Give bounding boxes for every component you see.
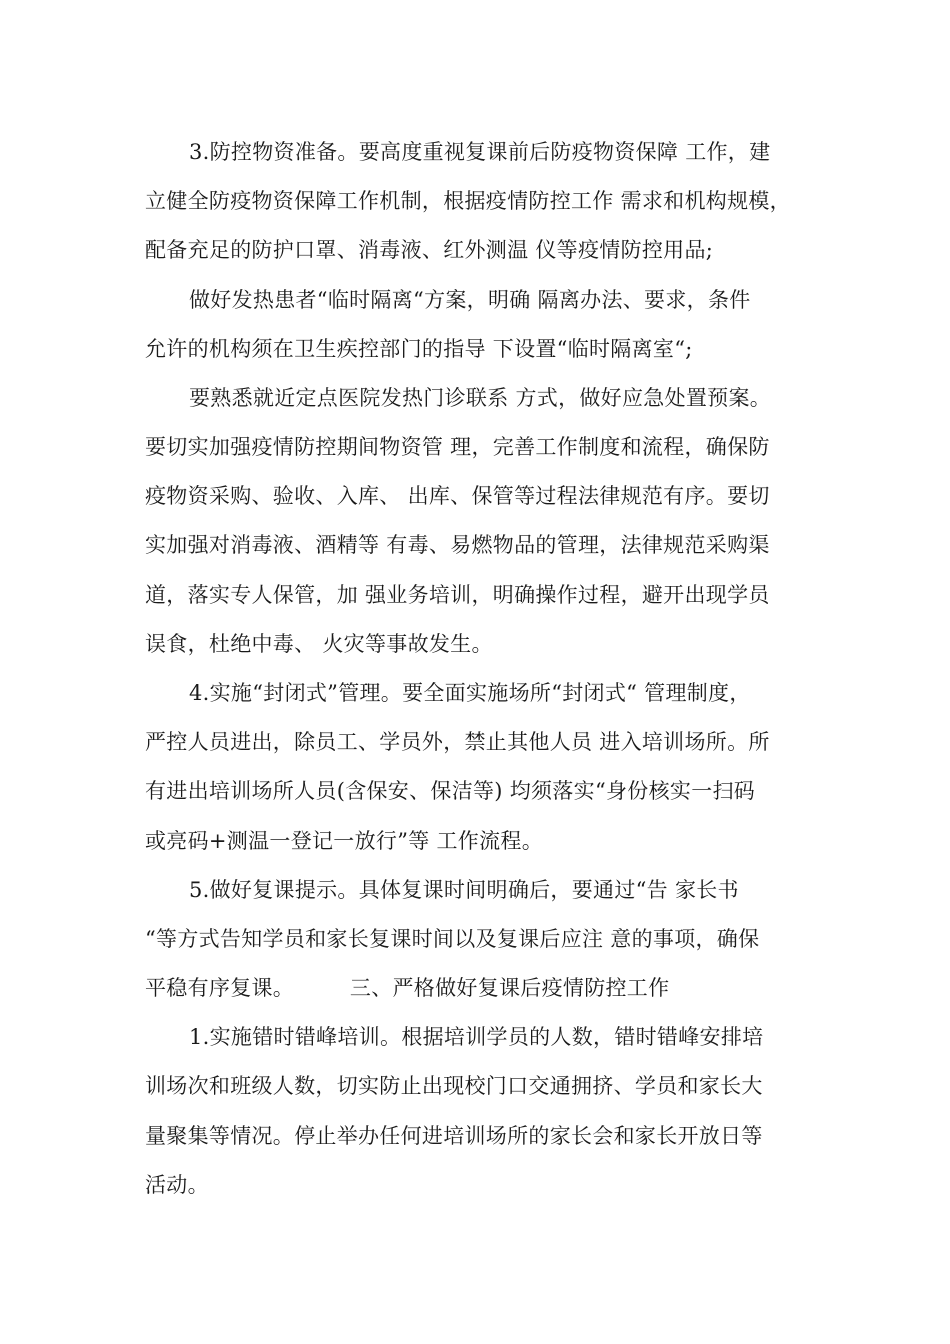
text-line: 配备充足的防护口罩、消毒液、红外测温 仪等疫情防控用品; [145, 238, 714, 262]
text-line: “等方式告知学员和家长复课时间以及复课后应注 意的事项，确保 [145, 927, 760, 951]
text-line: 道，落实专人保管，加 强业务培训，明确操作过程，避开出现学员 [145, 583, 770, 607]
text-line: 立健全防疫物资保障工作机制，根据疫情防控工作 需求和机构规模， [145, 189, 791, 213]
text-line: 4.实施“封闭式”管理。要全面实施场所“封闭式“ 管理制度， [189, 681, 751, 705]
text-line: 活动。 [145, 1173, 209, 1197]
text-line: 1.实施错时错峰培训。根据培训学员的人数，错时错峰安排培 [189, 1025, 764, 1049]
text-line: 疫物资采购、验收、入库、 出库、保管等过程法律规范有序。要切 [145, 484, 770, 508]
text-line: 允许的机构须在卫生疾控部门的指导 下设置“临时隔离室“; [145, 337, 693, 361]
text-line: 平稳有序复课。 三、严格做好复课后疫情防控工作 [145, 976, 670, 1000]
text-line: 严控人员进出，除员工、学员外，禁止其他人员 进入培训场所。所 [145, 730, 770, 754]
text-line: 量聚集等情况。停止举办任何进培训场所的家长会和家长开放日等 [145, 1124, 763, 1148]
text-line: 做好发热患者“临时隔离“方案，明确 隔离办法、要求，条件 [189, 288, 751, 312]
text-line: 误食，杜绝中毒、 火灾等事故发生。 [145, 632, 493, 656]
text-line: 实加强对消毒液、酒精等 有毒、易燃物品的管理，法律规范采购渠 [145, 533, 770, 557]
text-line: 或亮码+测温一登记一放行”等 工作流程。 [145, 829, 544, 853]
text-line: 要切实加强疫情防控期间物资管 理，完善工作制度和流程，确保防 [145, 435, 770, 459]
text-line: 有进出培训场所人员(含保安、保洁等) 均须落实“身份核实一扫码 [145, 779, 756, 803]
text-line: 5.做好复课提示。具体复课时间明确后，要通过“告 家长书 [189, 878, 739, 902]
text-line: 训场次和班级人数，切实防止出现校门口交通拥挤、学员和家长大 [145, 1074, 763, 1098]
text-line: 3.防控物资准备。要高度重视复课前后防疫物资保障 工作，建 [189, 140, 771, 164]
text-line: 要熟悉就近定点医院发热门诊联系 方式，做好应急处置预案。 [189, 386, 772, 410]
